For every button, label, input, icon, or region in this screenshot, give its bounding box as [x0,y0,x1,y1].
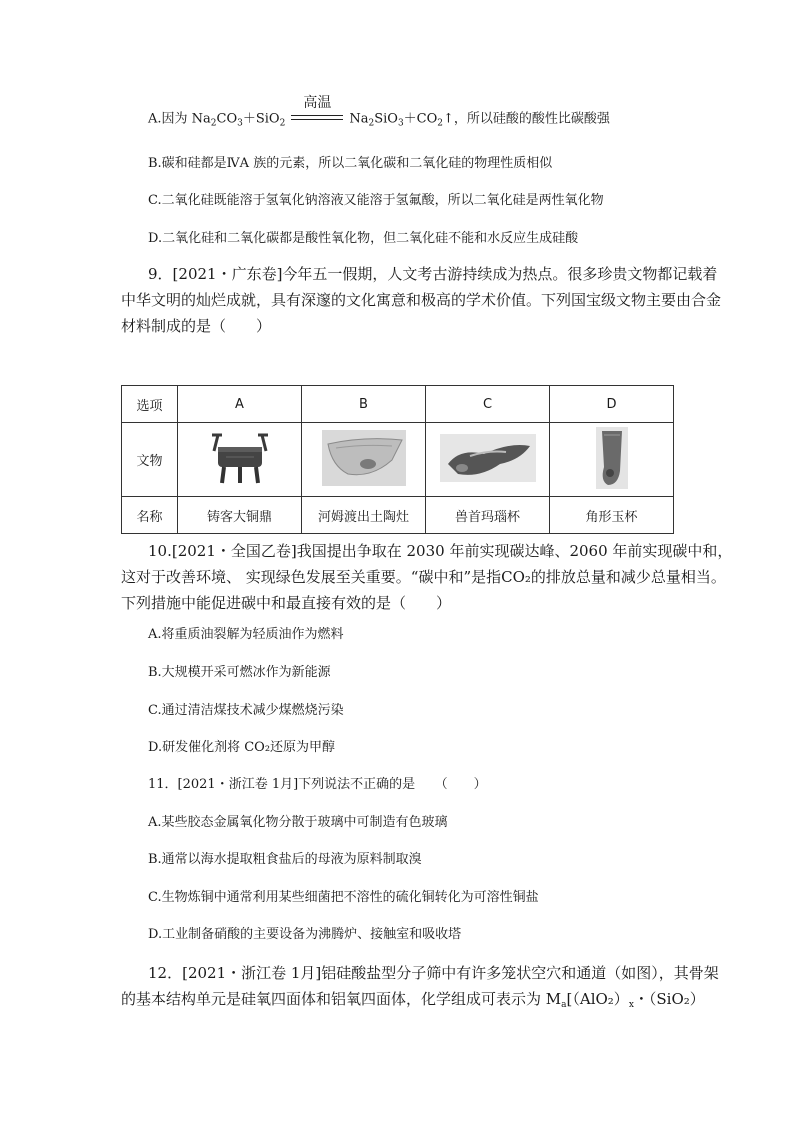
option-c-header: C [426,386,550,423]
q12-line1: 12．[2021・浙江卷 1月]铝硅酸盐型分子筛中有许多笼状空穴和通道（如图），其骨架 [148,964,719,982]
relic-label: 文物 [122,423,178,497]
table-row [122,386,674,423]
option-b-header: B [302,386,426,423]
q8-option-c: C.二氧化硅既能溶于氢氧化钠溶液又能溶于氢氟酸，所以二氧化硅是两性氧化物 [148,193,604,208]
q10-line1: 10.[2021・全国乙卷]我国提出争取在 2030 年前实现碳达峰、2060 年前实现碳中和， [148,542,733,560]
relic-image-b [302,423,426,497]
q11-option-b: B.通常以海水提取粗食盐后的母液为原料制取溴 [148,852,422,867]
q10-option-d: D.研发催化剂将 CO₂还原为甲醇 [148,740,336,755]
q10-line3: 下列措施中能促进碳中和最直接有效的是（ ） [121,594,452,612]
relic-name-d: 角形玉杯 [550,497,674,534]
q12-line2: 的基本结构单元是硅氧四面体和铝氧四面体，化学组成可表示为 $M_a[(AlO_2)_x$・（SiO₂） [121,990,705,1010]
option-a-header: A [178,386,302,423]
q10-line2: 这对于改善环境、 实现绿色发展至关重要。“碳中和”是指CO₂的排放总量和减少总量相当。 [121,568,726,586]
q11-option-d: D.工业制备硝酸的主要设备为沸腾炉、接触室和吸收塔 [148,927,462,942]
relics-table [121,385,674,534]
header-label: 选项 [122,386,178,423]
relic-image-c [426,423,550,497]
table-row [122,497,674,534]
q8-option-b: B.碳和硅都是ⅣA 族的元素，所以二氧化碳和二氧化硅的物理性质相似 [148,156,553,171]
relic-image-a [178,423,302,497]
q9-line2: 中华文明的灿烂成就，具有深邃的文化寓意和极高的学术价值。下列国宝级文物主要由合金 [121,291,722,309]
q8-option-a: A.因为 $Na_2CO_3+SiO_2$ 高温 $Na_2SiO_3+CO_2↑$，所以硅酸的酸性比碳酸强 [148,95,610,129]
jade-cup-image [596,427,628,489]
pottery-stove-image [322,430,406,486]
relic-name-a: 铸客大铜鼎 [178,497,302,534]
q8-option-d: D.二氧化硅和二氧化碳都是酸性氧化物，但二氧化硅不能和水反应生成硅酸 [148,231,579,246]
table-row [122,423,674,497]
q11-option-a: A.某些胶态金属氧化物分散于玻璃中可制造有色玻璃 [148,815,448,830]
relic-image-d [550,423,674,497]
name-label: 名称 [122,497,178,534]
q10-option-b: B.大规模开采可燃冰作为新能源 [148,665,331,680]
q9-line1: 9．[2021・广东卷]今年五一假期，人文考古游持续成为热点。很多珍贵文物都记载着 [148,265,718,283]
q9-line3: 材料制成的是（ ） [121,317,272,335]
relic-name-c: 兽首玛瑙杯 [426,497,550,534]
option-d-header: D [550,386,674,423]
q10-option-c: C.通过清洁煤技术减少煤燃烧污染 [148,703,344,718]
q11-option-c: C.生物炼铜中通常利用某些细菌把不溶性的硫化铜转化为可溶性铜盐 [148,890,539,905]
q10-option-a: A.将重质油裂解为轻质油作为燃料 [148,627,344,642]
relic-name-b: 河姆渡出土陶灶 [302,497,426,534]
reaction-condition-arrow: 高温 [289,110,345,128]
agate-cup-image [440,434,536,482]
q11-stem: 11．[2021・浙江卷 1月]下列说法不正确的是 （ ） [148,777,487,792]
bronze-ding-image [208,431,272,485]
